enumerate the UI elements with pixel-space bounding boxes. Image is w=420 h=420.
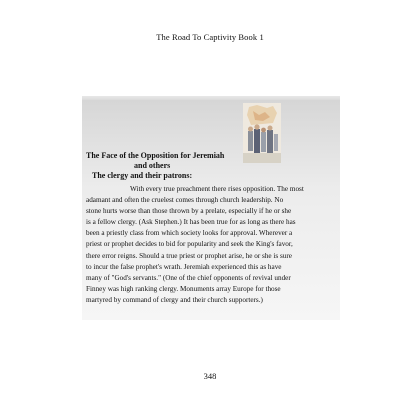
body-line: there error reigns. Should a true priest or prophet arise, he or she is sure bbox=[86, 251, 292, 260]
body-line: adamant and often the cruelest comes through church leadership. No bbox=[86, 196, 284, 205]
body-line: is a fellow clergy. (Ask Stephen.) It has been true for as long as there has bbox=[86, 218, 296, 227]
heading-line-1: The Face of the Opposition for Jeremiah bbox=[86, 151, 225, 160]
body-line: to incur the false prophet's wrath. Jeremiah experienced this as have bbox=[86, 262, 282, 271]
section-heading bbox=[86, 151, 286, 181]
heading-line-2: and others bbox=[134, 161, 171, 170]
body-line: been a priestly class from which society looks for approval. Wherever a bbox=[86, 229, 293, 238]
body-paragraph bbox=[86, 184, 334, 306]
body-line: stone hurts worse than those thrown by a prelate, especially if he or she bbox=[86, 207, 292, 216]
body-line: martyred by command of clergy and their church supporters.) bbox=[86, 295, 263, 304]
heading-line-3: The clergy and their patrons: bbox=[92, 171, 193, 180]
body-line: With every true preachment there rises opposition. The most bbox=[130, 185, 304, 193]
page-number: 348 bbox=[203, 371, 217, 381]
body-line: priest or prophet decides to bid for popularity and seek the King's favor, bbox=[86, 240, 293, 249]
body-line: Finney was high ranking clergy. Monuments array Europe for those bbox=[86, 284, 281, 293]
running-title: The Road To Captivity Book 1 bbox=[156, 32, 264, 42]
body-line: many of "God's servants." (One of the chief opponents of revival under bbox=[86, 273, 291, 282]
